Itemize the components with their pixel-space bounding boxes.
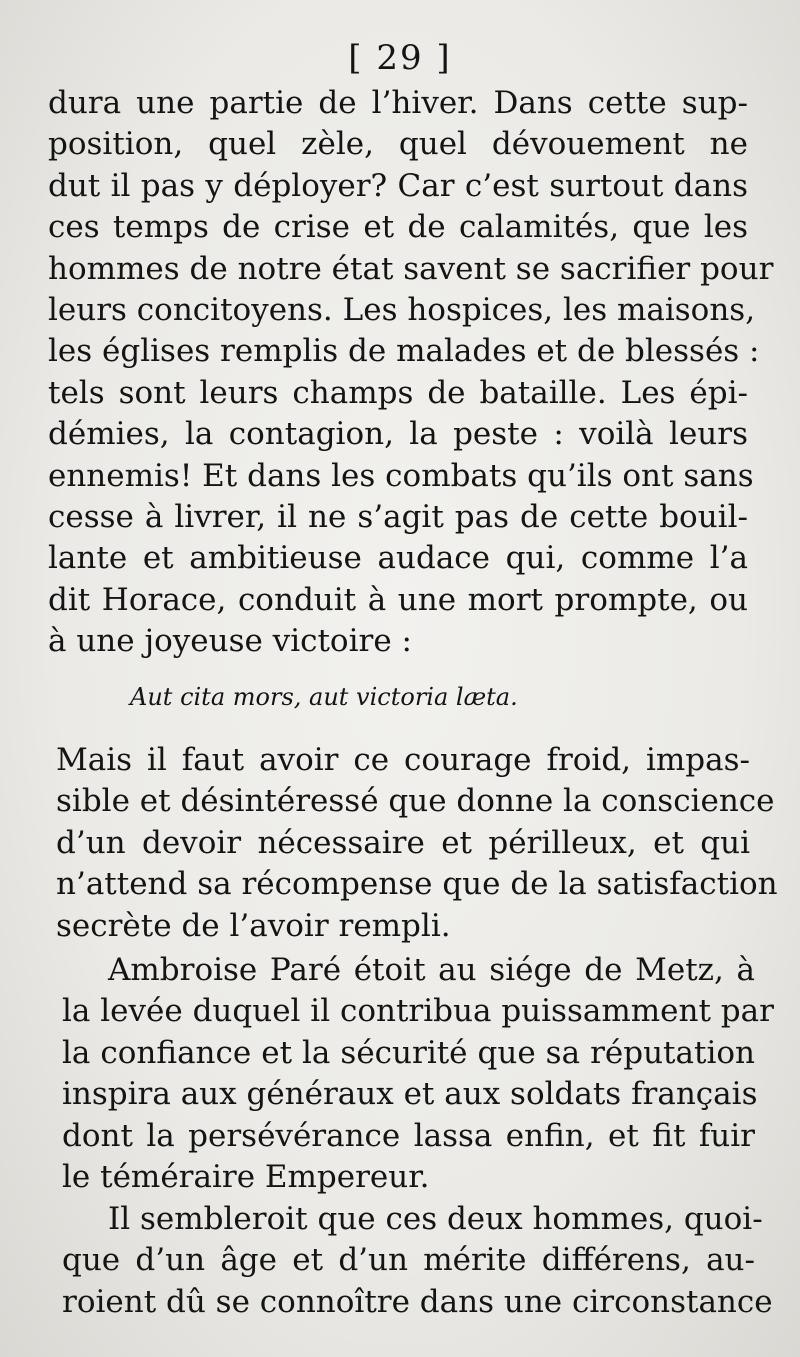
text-line: hommes de notre état savent se sacrifier pour bbox=[48, 250, 774, 287]
text-line: n’attend sa récompense que de la satisfaction bbox=[56, 866, 778, 903]
text-line: dit Horace, conduit à une mort prompte, ou bbox=[48, 581, 748, 618]
text-line: dut il pas y déployer? Car c’est surtout dans bbox=[48, 167, 748, 204]
text-line: la confiance et la sécurité que sa réputation bbox=[62, 1034, 755, 1071]
text-line: sible et désintéressé que donne la conscience bbox=[56, 783, 775, 820]
text-line: d’un devoir nécessaire et périlleux, et qui bbox=[56, 824, 750, 861]
text-line: position, quel zèle, quel dévouement ne bbox=[48, 126, 748, 163]
latin-quotation: Aut cita mors, aut victoria læta. bbox=[130, 683, 518, 711]
text-line: que d’un âge et d’un mérite différens, au- bbox=[62, 1242, 755, 1279]
paragraph-2 bbox=[56, 740, 778, 947]
text-line: roient dû se connoître dans une circonstance bbox=[62, 1283, 773, 1320]
text-line: Mais il faut avoir ce courage froid, impas- bbox=[56, 742, 750, 778]
text-line: le téméraire Empereur. bbox=[62, 1158, 430, 1195]
text-line: Ambroise Paré étoit au siége de Metz, à bbox=[108, 952, 755, 988]
text-line: inspira aux généraux et aux soldats français bbox=[62, 1076, 758, 1113]
text-line: ces temps de crise et de calamités, que les bbox=[48, 209, 748, 246]
text-line: tels sont leurs champs de bataille. Les épi- bbox=[48, 374, 748, 411]
text-line: ennemis! Et dans les combats qu’ils ont sans bbox=[48, 457, 754, 494]
paragraph-1 bbox=[48, 83, 774, 662]
text-line: dont la persévérance lassa enfin, et fit fuir bbox=[62, 1117, 755, 1154]
text-line: démies, la contagion, la peste : voilà leurs bbox=[48, 416, 748, 453]
text-line: lante et ambitieuse audace qui, comme l’a bbox=[48, 540, 748, 577]
text-line: secrète de l’avoir rempli. bbox=[56, 907, 451, 944]
text-line: dura une partie de l’hiver. Dans cette sup- bbox=[48, 85, 748, 121]
text-line: Il sembleroit que ces deux hommes, quoi- bbox=[108, 1201, 763, 1237]
paragraph-4 bbox=[62, 1199, 773, 1323]
text-line: leurs concitoyens. Les hospices, les maisons, bbox=[48, 291, 756, 328]
page-number: [ 29 ] bbox=[348, 38, 452, 78]
text-line: cesse à livrer, il ne s’agit pas de cette bouil- bbox=[48, 498, 748, 535]
text-line: les églises remplis de malades et de blessés : bbox=[48, 333, 760, 370]
text-line: la levée duquel il contribua puissamment par bbox=[62, 993, 774, 1030]
text-line: à une joyeuse victoire : bbox=[48, 623, 412, 660]
paragraph-3 bbox=[62, 950, 774, 1198]
